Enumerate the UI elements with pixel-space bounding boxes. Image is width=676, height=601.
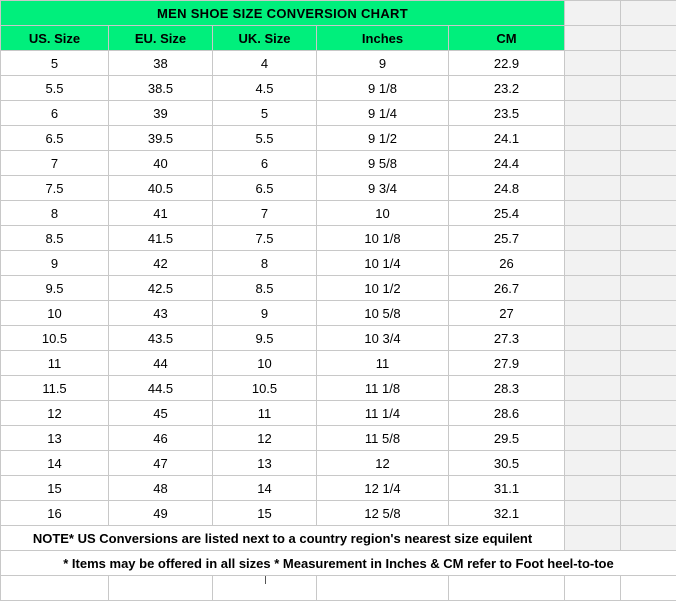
empty-cell[interactable] (565, 51, 621, 76)
table-row (1, 351, 676, 376)
cell-cm[interactable]: 30.5 (449, 451, 565, 476)
table-row (1, 301, 676, 326)
cell-us-size[interactable]: 13 (1, 426, 109, 451)
empty-cell[interactable] (449, 576, 565, 601)
cell-eu-size[interactable]: 39.5 (109, 126, 213, 151)
table-row (1, 101, 676, 126)
empty-cell[interactable] (109, 576, 213, 601)
cell-cm[interactable]: 24.8 (449, 176, 565, 201)
empty-cell[interactable] (621, 401, 676, 426)
empty-cell[interactable] (621, 526, 676, 551)
empty-cell[interactable] (621, 26, 676, 51)
cell-inches[interactable]: 10 3/4 (317, 326, 449, 351)
cell-us-size[interactable]: 9.5 (1, 276, 109, 301)
empty-cell[interactable] (317, 576, 449, 601)
cell-uk-size[interactable]: 8.5 (213, 276, 317, 301)
cell-cm[interactable]: 24.1 (449, 126, 565, 151)
cell-eu-size[interactable]: 41 (109, 201, 213, 226)
empty-cell[interactable] (565, 151, 621, 176)
cell-us-size[interactable]: 15 (1, 476, 109, 501)
cell-us-size[interactable]: 7 (1, 151, 109, 176)
empty-cell[interactable] (621, 151, 676, 176)
table-row (1, 501, 676, 526)
empty-cell[interactable] (565, 351, 621, 376)
table-row (1, 451, 676, 476)
column-header-inches: Inches (317, 26, 449, 51)
cell-us-size[interactable]: 16 (1, 501, 109, 526)
cell-inches[interactable]: 9 (317, 51, 449, 76)
cell-cm[interactable]: 25.4 (449, 201, 565, 226)
empty-cell[interactable] (621, 276, 676, 301)
empty-cell[interactable] (565, 101, 621, 126)
column-header-eu-size: EU. Size (109, 26, 213, 51)
cell-inches[interactable]: 12 5/8 (317, 501, 449, 526)
cell-eu-size[interactable]: 43 (109, 301, 213, 326)
cell-uk-size[interactable]: 12 (213, 426, 317, 451)
empty-cell[interactable] (621, 176, 676, 201)
empty-cell[interactable] (565, 476, 621, 501)
empty-cell[interactable] (621, 426, 676, 451)
cell-inches[interactable]: 10 (317, 201, 449, 226)
page-title: MEN SHOE SIZE CONVERSION CHART (1, 1, 565, 26)
empty-cell[interactable] (565, 326, 621, 351)
empty-cell[interactable] (213, 576, 317, 601)
cell-inches[interactable]: 10 1/2 (317, 276, 449, 301)
cell-uk-size[interactable]: 13 (213, 451, 317, 476)
column-header-uk-size: UK. Size (213, 26, 317, 51)
cell-us-size[interactable]: 6 (1, 101, 109, 126)
note-text-measurement: * Items may be offered in all sizes * Measurement in Inches & CM refer to Foot heel-to-toe (1, 551, 676, 576)
cell-eu-size[interactable]: 40.5 (109, 176, 213, 201)
cell-eu-size[interactable]: 38.5 (109, 76, 213, 101)
cell-eu-size[interactable]: 40 (109, 151, 213, 176)
empty-cell[interactable] (565, 276, 621, 301)
cell-inches[interactable]: 10 1/4 (317, 251, 449, 276)
cell-us-size[interactable]: 10 (1, 301, 109, 326)
empty-cell[interactable] (565, 126, 621, 151)
cell-uk-size[interactable]: 15 (213, 501, 317, 526)
note-row-1 (1, 526, 676, 551)
column-header-cm: CM (449, 26, 565, 51)
cell-cm[interactable]: 23.5 (449, 101, 565, 126)
cell-eu-size[interactable]: 41.5 (109, 226, 213, 251)
empty-cell[interactable] (1, 576, 109, 601)
cell-cm[interactable]: 27.3 (449, 326, 565, 351)
table-row (1, 476, 676, 501)
empty-cell[interactable] (621, 326, 676, 351)
table-row (1, 151, 676, 176)
table-row (1, 226, 676, 251)
cell-eu-size[interactable]: 44 (109, 351, 213, 376)
cell-uk-size[interactable]: 5 (213, 101, 317, 126)
table-row (1, 176, 676, 201)
cell-uk-size[interactable]: 10.5 (213, 376, 317, 401)
empty-cell[interactable] (621, 301, 676, 326)
cell-eu-size[interactable]: 42 (109, 251, 213, 276)
cell-cm[interactable]: 29.5 (449, 426, 565, 451)
cell-inches[interactable]: 9 1/4 (317, 101, 449, 126)
empty-cell[interactable] (621, 126, 676, 151)
cell-inches[interactable]: 10 5/8 (317, 301, 449, 326)
empty-cell[interactable] (565, 451, 621, 476)
cell-uk-size[interactable]: 7 (213, 201, 317, 226)
cell-inches[interactable]: 11 (317, 351, 449, 376)
cell-cm[interactable]: 25.7 (449, 226, 565, 251)
bottom-blank-row (1, 576, 676, 601)
empty-cell[interactable] (565, 1, 621, 26)
cell-eu-size[interactable]: 44.5 (109, 376, 213, 401)
note-row-2 (1, 551, 676, 576)
cell-eu-size[interactable]: 45 (109, 401, 213, 426)
empty-cell[interactable] (565, 526, 621, 551)
table-row (1, 326, 676, 351)
cell-uk-size[interactable]: 14 (213, 476, 317, 501)
cell-uk-size[interactable]: 11 (213, 401, 317, 426)
header-row (1, 26, 676, 51)
table-row (1, 76, 676, 101)
empty-cell[interactable] (621, 76, 676, 101)
cell-uk-size[interactable]: 6.5 (213, 176, 317, 201)
cell-cm[interactable]: 27 (449, 301, 565, 326)
cell-inches[interactable]: 12 1/4 (317, 476, 449, 501)
table-row (1, 201, 676, 226)
cell-us-size[interactable]: 7.5 (1, 176, 109, 201)
table-row (1, 401, 676, 426)
empty-cell[interactable] (621, 451, 676, 476)
cell-cm[interactable]: 26 (449, 251, 565, 276)
empty-cell[interactable] (621, 351, 676, 376)
empty-cell[interactable] (565, 426, 621, 451)
cell-inches[interactable]: 11 1/4 (317, 401, 449, 426)
empty-cell[interactable] (565, 76, 621, 101)
cell-eu-size[interactable]: 49 (109, 501, 213, 526)
cell-uk-size[interactable]: 10 (213, 351, 317, 376)
cell-inches[interactable]: 11 5/8 (317, 426, 449, 451)
cell-eu-size[interactable]: 47 (109, 451, 213, 476)
cell-uk-size[interactable]: 9 (213, 301, 317, 326)
cell-inches[interactable]: 12 (317, 451, 449, 476)
cell-us-size[interactable]: 5.5 (1, 76, 109, 101)
empty-cell[interactable] (565, 226, 621, 251)
empty-cell[interactable] (565, 501, 621, 526)
cell-cm[interactable]: 32.1 (449, 501, 565, 526)
cell-us-size[interactable]: 10.5 (1, 326, 109, 351)
empty-cell[interactable] (565, 176, 621, 201)
cell-us-size[interactable]: 12 (1, 401, 109, 426)
table-body (1, 1, 676, 601)
empty-cell[interactable] (621, 476, 676, 501)
cell-uk-size[interactable]: 6 (213, 151, 317, 176)
empty-cell[interactable] (621, 51, 676, 76)
cell-eu-size[interactable]: 48 (109, 476, 213, 501)
empty-cell[interactable] (621, 201, 676, 226)
column-header-us-size: US. Size (1, 26, 109, 51)
cell-us-size[interactable]: 11.5 (1, 376, 109, 401)
cell-eu-size[interactable]: 42.5 (109, 276, 213, 301)
cell-us-size[interactable]: 5 (1, 51, 109, 76)
cell-cm[interactable]: 22.9 (449, 51, 565, 76)
table-row (1, 126, 676, 151)
empty-cell[interactable] (621, 251, 676, 276)
table-row (1, 51, 676, 76)
table-row (1, 251, 676, 276)
cell-us-size[interactable]: 9 (1, 251, 109, 276)
cell-inches[interactable]: 9 5/8 (317, 151, 449, 176)
empty-cell[interactable] (621, 576, 676, 601)
cell-inches[interactable]: 9 1/2 (317, 126, 449, 151)
table-row (1, 426, 676, 451)
cell-cm[interactable]: 23.2 (449, 76, 565, 101)
empty-cell[interactable] (621, 101, 676, 126)
title-row (1, 1, 676, 26)
empty-cell[interactable] (565, 401, 621, 426)
cell-uk-size[interactable]: 4 (213, 51, 317, 76)
cell-us-size[interactable]: 14 (1, 451, 109, 476)
cell-cm[interactable]: 27.9 (449, 351, 565, 376)
table-row (1, 376, 676, 401)
cell-eu-size[interactable]: 46 (109, 426, 213, 451)
cell-uk-size[interactable]: 5.5 (213, 126, 317, 151)
note-text-conversions: NOTE* US Conversions are listed next to a country region's nearest size equilent (1, 526, 565, 551)
empty-cell[interactable] (621, 226, 676, 251)
empty-cell[interactable] (621, 1, 676, 26)
empty-cell[interactable] (621, 501, 676, 526)
cell-cm[interactable]: 31.1 (449, 476, 565, 501)
cell-inches[interactable]: 9 3/4 (317, 176, 449, 201)
cell-inches[interactable]: 9 1/8 (317, 76, 449, 101)
cell-us-size[interactable]: 11 (1, 351, 109, 376)
empty-cell[interactable] (565, 576, 621, 601)
cell-cm[interactable]: 26.7 (449, 276, 565, 301)
cell-eu-size[interactable]: 39 (109, 101, 213, 126)
cell-cm[interactable]: 24.4 (449, 151, 565, 176)
empty-cell[interactable] (565, 201, 621, 226)
cell-eu-size[interactable]: 38 (109, 51, 213, 76)
empty-cell[interactable] (565, 301, 621, 326)
empty-cell[interactable] (565, 251, 621, 276)
table-row (1, 276, 676, 301)
cell-uk-size[interactable]: 9.5 (213, 326, 317, 351)
cell-cm[interactable]: 28.3 (449, 376, 565, 401)
empty-cell[interactable] (621, 376, 676, 401)
cell-us-size[interactable]: 6.5 (1, 126, 109, 151)
cell-uk-size[interactable]: 4.5 (213, 76, 317, 101)
empty-cell[interactable] (565, 26, 621, 51)
empty-cell[interactable] (565, 376, 621, 401)
cell-eu-size[interactable]: 43.5 (109, 326, 213, 351)
cell-us-size[interactable]: 8 (1, 201, 109, 226)
cell-uk-size[interactable]: 8 (213, 251, 317, 276)
cell-uk-size[interactable]: 7.5 (213, 226, 317, 251)
cell-inches[interactable]: 10 1/8 (317, 226, 449, 251)
cell-us-size[interactable]: 8.5 (1, 226, 109, 251)
cell-cm[interactable]: 28.6 (449, 401, 565, 426)
cell-inches[interactable]: 11 1/8 (317, 376, 449, 401)
